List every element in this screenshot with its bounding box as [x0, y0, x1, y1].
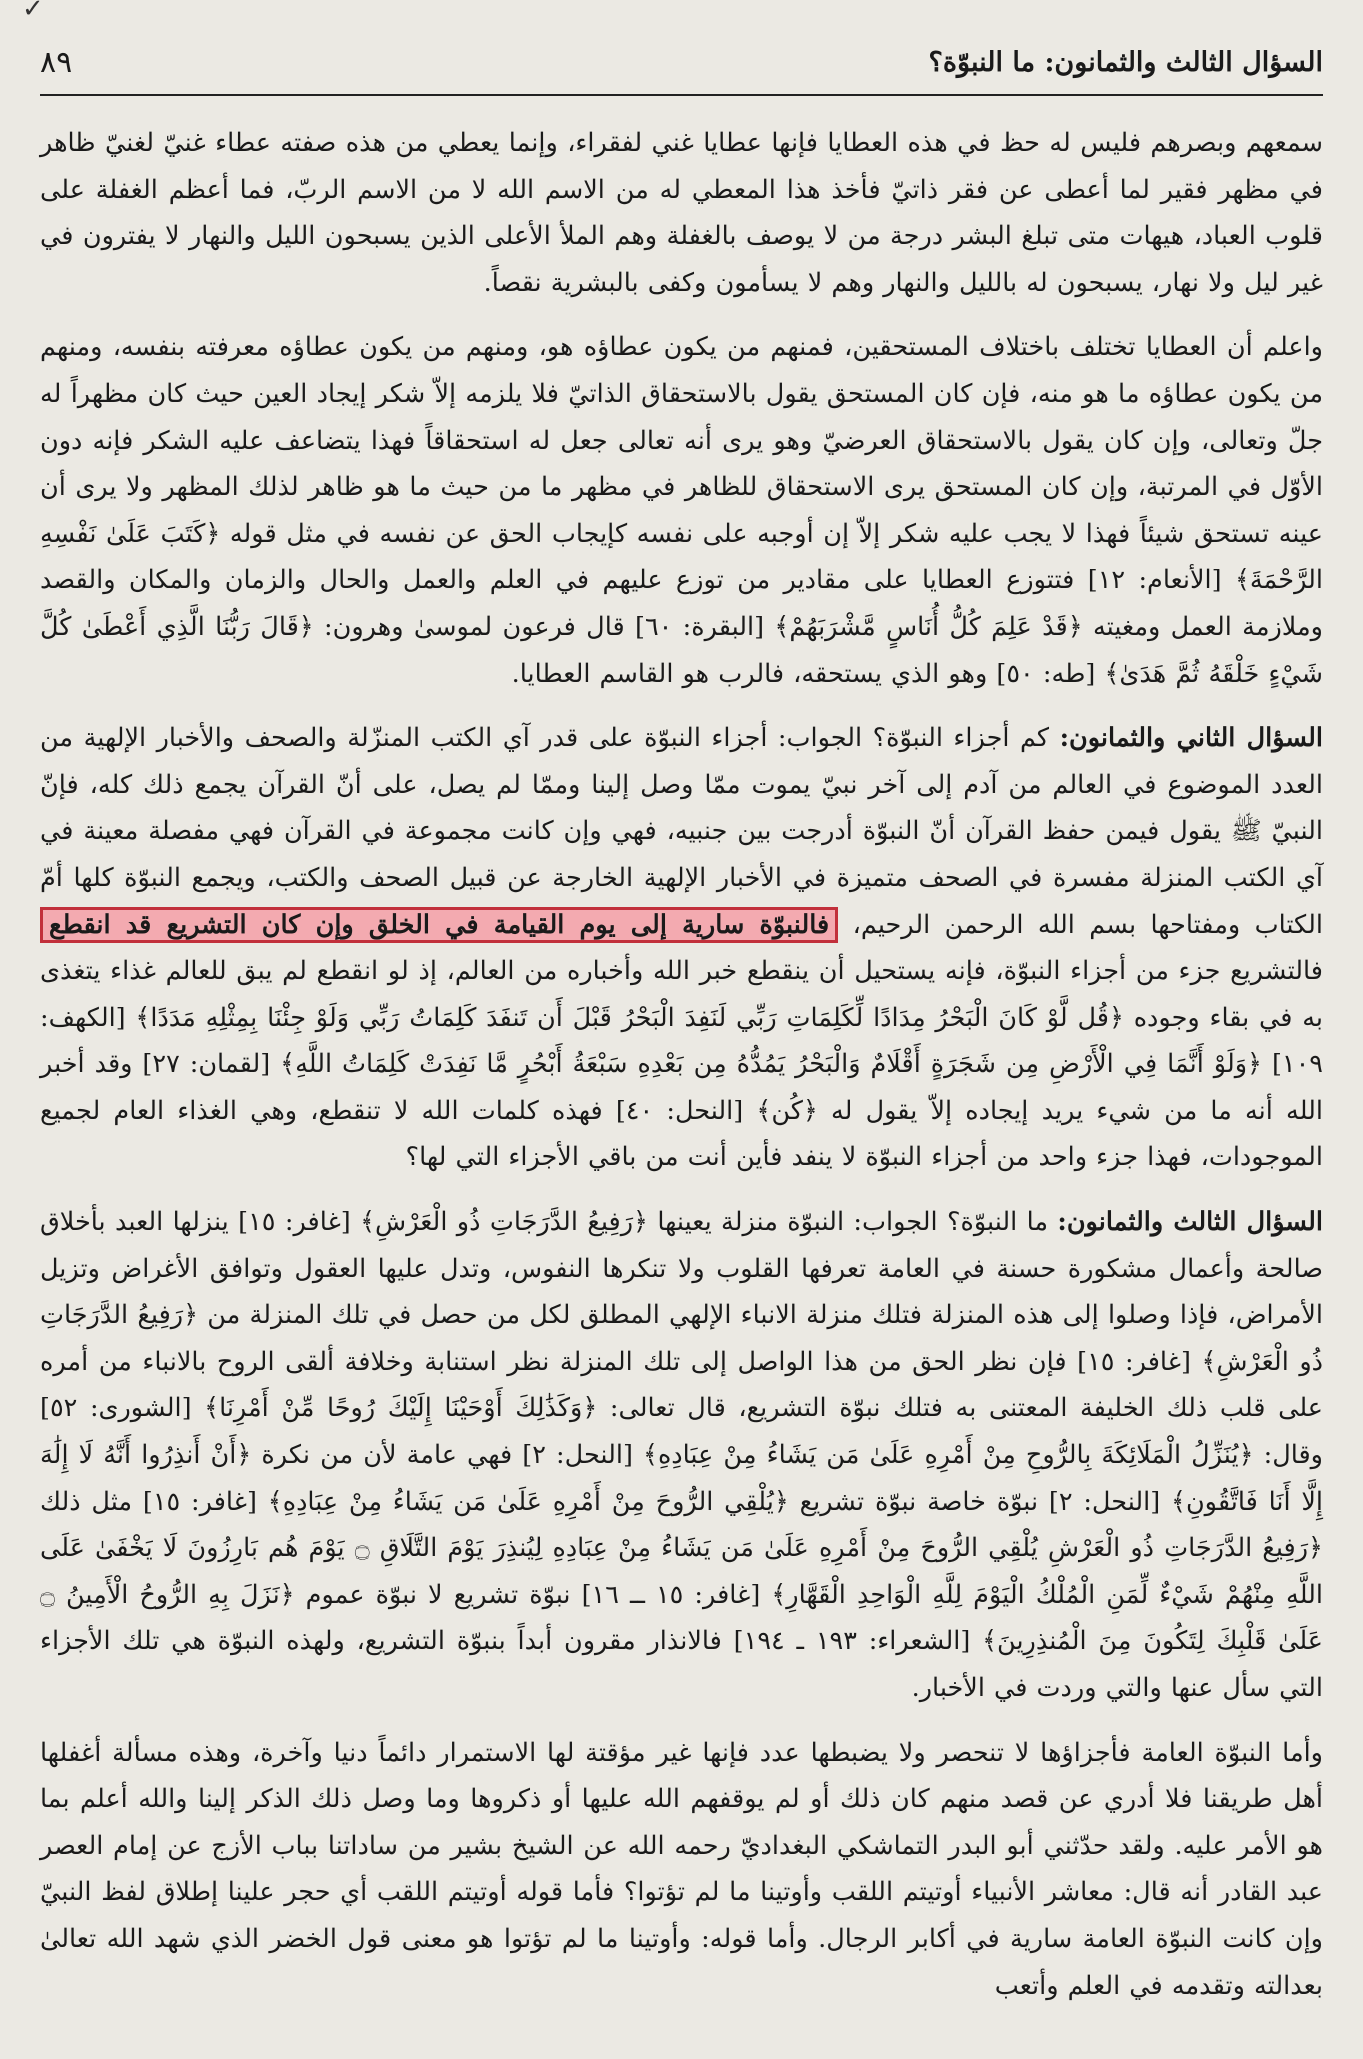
question-83	[40, 1199, 1323, 1712]
paragraph-text: سمعهم وبصرهم فليس له حظ في هذه العطايا فإنها عطايا غني لفقراء، وإنما يعطي من هذه صفته عطاء غنيّ لغنيّ ظاهر في مظهر فقير لما أعطى عن فقر ذاتيّ فأخذ هذا المعطي له من الاسم الله لا من الاسم الربّ، فما أعظم الغفلة على قلوب العباد، هيهات متى تبلغ البشر درجة من لا يوصف بالغفلة وهم الملأ الأعلى الذين يسبحون الليل والنهار لا يفترون في غير ليل ولا نهار، يسبحون له بالليل والنهار وهم لا يسأمون وكفى بالبشرية نقصاً.	[40, 128, 1323, 298]
question-82	[40, 715, 1323, 1181]
page-number: ٨٩	[40, 44, 73, 80]
paragraph-text: وأما النبوّة العامة فأجزاؤها لا تنحصر ولا يضبطها عدد فإنها غير مؤقتة لها الاستمرار دائماً دنيا وآخرة، وهذه مسألة أغفلها أهل طريقنا فلا أدري عن قصد منهم كان ذلك أو لم يوقفهم الله عليها أو ذكروها وما وصل ذلك الذكر إلينا والله أعلم بما هو الأمر عليه. ولقد حدّثني أبو البدر التماشكي البغداديّ رحمه الله عن الشيخ بشير من ساداتنا بباب الأزج عن إمام العصر عبد القادر أنه قال: معاشر الأنبياء أوتيتم اللقب وأوتينا ما لم تؤتوا؟ فأما قوله أوتيتم اللقب أي حجر علينا إطلاق لفظ النبيّ وإن كانت النبوّة العامة سارية في أكابر الرجال. وأما قوله: وأوتينا ما لم تؤتوا هو معنى قول الخضر الذي شهد الله تعالىٰ بعدالته وتقدمه في العلم وأتعب	[40, 1737, 1323, 2001]
paragraph-text: فالتشريع جزء من أجزاء النبوّة، فإنه يستحيل أن ينقطع خبر الله وأخباره من العالم، إذ لو انقطع لم يبق للعالم غذاء يتغذى به في بقاء وجوده ﴿قُل لَّوْ كَانَ الْبَحْرُ مِدَادًا لِّكَلِمَاتِ رَبِّي لَنَفِدَ الْبَحْرُ قَبْلَ أَن تَنفَدَ كَلِمَاتُ رَبِّي وَلَوْ جِئْنَا بِمِثْلِهِ مَدَدًا﴾ [الكهف: ١٠٩] ﴿وَلَوْ أَنَّمَا فِي الْأَرْضِ مِن شَجَرَةٍ أَقْلَامٌ وَالْبَحْرُ يَمُدُّهُ مِن بَعْدِهِ سَبْعَةُ أَبْحُرٍ مَّا نَفِدَتْ كَلِمَاتُ اللَّهِ﴾ [لقمان: ٢٧] وقد أخبر الله أنه ما من شيء يريد إيجاده إلاّ يقول له ﴿كُن﴾ [النحل: ٤٠] فهذه كلمات الله لا تنقطع، وهي الغذاء العام لجميع الموجودات، فهذا جزء واحد من أجزاء النبوّة لا ينفد فأين أنت من باقي الأجزاء التي لها؟	[40, 956, 1323, 1173]
paragraph-2	[40, 324, 1323, 697]
paragraph-text: ما النبوّة؟ الجواب: النبوّة منزلة يعينها ﴿رَفِيعُ الدَّرَجَاتِ ذُو الْعَرْشِ﴾ [غافر: ١٥] ينزلها العبد بأخلاق صالحة وأعمال مشكورة حسنة في العامة تعرفها القلوب ولا تنكرها النفوس، وتدل عليها العقول وتوافق الأغراض وتزيل الأمراض، فإذا وصلوا إلى هذه المنزلة فتلك منزلة الانباء الإلهي المطلق لكل من حصل في تلك المنزلة من ﴿رَفِيعُ الدَّرَجَاتِ ذُو الْعَرْشِ﴾ [غافر: ١٥] فإن نظر الحق من هذا الواصل إلى تلك المنزلة نظر استنابة وخلافة ألقى الروح بالانباء من أمره على قلب ذلك الخليفة المعتنى به فتلك نبوّة التشريع، قال تعالى: ﴿وَكَذَٰلِكَ أَوْحَيْنَا إِلَيْكَ رُوحًا مِّنْ أَمْرِنَا﴾ [الشورى: ٥٢] وقال: ﴿يُنَزِّلُ الْمَلَائِكَةَ بِالرُّوحِ مِنْ أَمْرِهِ عَلَىٰ مَن يَشَاءُ مِنْ عِبَادِهِ﴾ [النحل: ٢] فهي عامة لأن من نكرة ﴿أَنْ أَنذِرُوا أَنَّهُ لَا إِلَٰهَ إِلَّا أَنَا فَاتَّقُونِ﴾ [النحل: ٢] نبوّة خاصة نبوّة تشريع ﴿يُلْقِي الرُّوحَ مِنْ أَمْرِهِ عَلَىٰ مَن يَشَاءُ مِنْ عِبَادِهِ﴾ [غافر: ١٥] مثل ذلك ﴿رَفِيعُ الدَّرَجَاتِ ذُو الْعَرْشِ يُلْقِي الرُّوحَ مِنْ أَمْرِهِ عَلَىٰ مَن يَشَاءُ مِنْ عِبَادِهِ لِيُنذِرَ يَوْمَ التَّلَاقِ ۝ يَوْمَ هُم بَارِزُونَ لَا يَخْفَىٰ عَلَى اللَّهِ مِنْهُمْ شَيْءٌ لِّمَنِ الْمُلْكُ الْيَوْمَ لِلَّهِ الْوَاحِدِ الْقَهَّارِ﴾ [غافر: ١٥ ــ ١٦] نبوّة تشريع لا نبوّة عموم ﴿نَزَلَ بِهِ الرُّوحُ الْأَمِينُ ۝ عَلَىٰ قَلْبِكَ لِتَكُونَ مِنَ الْمُنذِرِينَ﴾ [الشعراء: ١٩٣ ـ ١٩٤] فالانذار مقرون أبداً بنبوّة التشريع، ولهذه النبوّة هي تلك الأجزاء التي سأل عنها والتي وردت في الأخبار.	[40, 1207, 1324, 1703]
page-header	[40, 30, 1323, 96]
running-title: السؤال الثالث والثمانون: ما النبوّة؟	[928, 46, 1323, 78]
paragraph-1	[40, 120, 1323, 306]
question-heading: السؤال الثاني والثمانون:	[1059, 723, 1323, 754]
question-heading: السؤال الثالث والثمانون:	[1057, 1207, 1323, 1238]
paragraph-text: واعلم أن العطايا تختلف باختلاف المستحقين، فمنهم من يكون عطاؤه هو، ومنهم من يكون عطاؤه معرفته بنفسه، ومنهم من يكون عطاؤه ما هو منه، فإن كان المستحق يقول بالاستحقاق الذاتيّ فلا يلزمه إلاّ شكر إيجاد العين حيث كان مظهراً له جلّ وتعالى، وإن كان يقول بالاستحقاق العرضيّ وهو يرى أنه تعالى جعل له استحقاقاً فهذا يتضاعف عليه الشكر فإنه دون الأوّل في المرتبة، وإن كان المستحق يرى الاستحقاق للظاهر في مظهر ما من حيث ما هو ظاهر لذلك المظهر ولا يرى أن عينه تستحق شيئاً فهذا لا يجب عليه شكر إلاّ إن أوجبه على نفسه كإيجاب الحق عن نفسه في مثل قوله ﴿كَتَبَ عَلَىٰ نَفْسِهِ الرَّحْمَةَ﴾ [الأنعام: ١٢] فتتوزع العطايا على مقادير من توزع عليهم في العلم والعمل والحال والزمان والمكان والقصد وملازمة العمل ومغيته ﴿قَدْ عَلِمَ كُلُّ أُنَاسٍ مَّشْرَبَهُمْ﴾ [البقرة: ٦٠] قال فرعون لموسىٰ وهرون: ﴿قَالَ رَبُّنَا الَّذِي أَعْطَىٰ كُلَّ شَيْءٍ خَلْقَهُ ثُمَّ هَدَىٰ﴾ [طه: ٥٠] وهو الذي يستحقه، فالرب هو القاسم العطايا.	[40, 332, 1323, 689]
paragraph-5	[40, 1730, 1323, 2010]
check-mark-icon: ✓	[22, 0, 44, 24]
paragraph-text: كم أجزاء النبوّة؟ الجواب: أجزاء النبوّة على قدر آي الكتب المنزّلة والصحف والأخبار الإلهية من العدد الموضوع في العالم من آدم إلى آخر نبيّ يموت ممّا وصل إلينا وممّا لم يصل، على أنّ القرآن يجمع ذلك كله، فإنّ النبيّ ﷺ يقول فيمن حفظ القرآن أنّ النبوّة أدرجت بين جنبيه، فهي وإن كانت مجموعة في القرآن فهي مفصلة معينة في آي الكتب المنزلة مفسرة في الصحف متميزة في الأخبار الإلهية الخارجة عن قبيل الصحف والكتب، ويجمع النبوّة كلها أمّ الكتاب ومفتاحها بسم الله الرحمن الرحيم،	[40, 723, 1323, 940]
highlighted-sentence: فالنبوّة سارية إلى يوم القيامة في الخلق وإن كان التشريع قد انقطع	[40, 907, 838, 943]
